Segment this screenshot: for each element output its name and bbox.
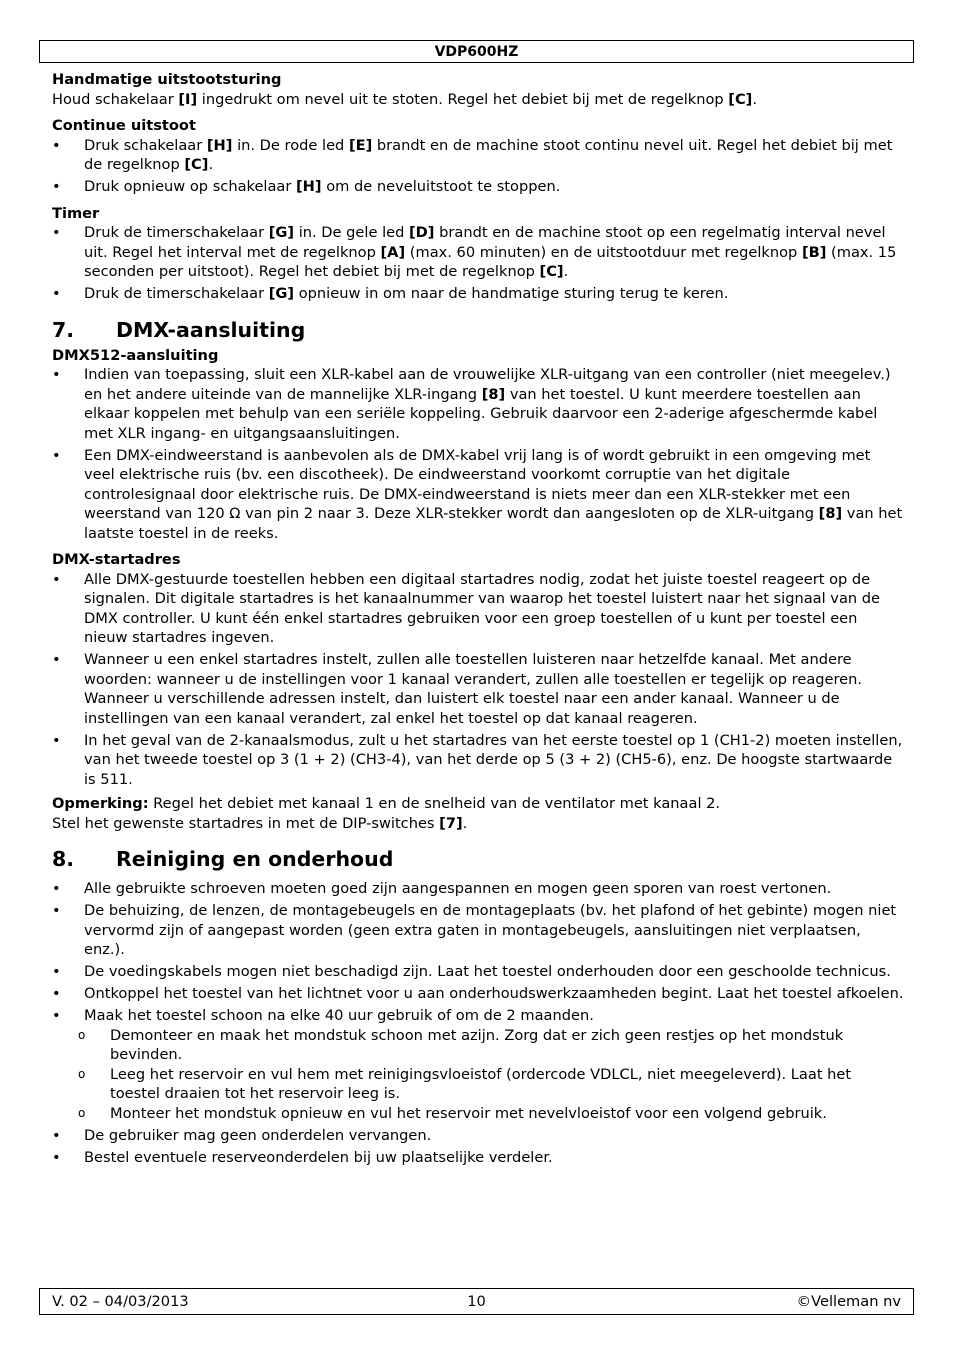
timer-list bbox=[52, 223, 904, 304]
list-item-text: Indien van toepassing, sluit een XLR-kabel aan de vrouwelijke XLR-uitgang van een controller (niet meegelev.) en het andere uiteinde van de mannelijke XLR-ingang [8] van het toestel. U kunt meerdere toestellen aan elkaar koppelen met behulp van een seriële koppeling. Gebruik daarvoor een 2-aderige afgeschermde kabel met XLR ingang- en uitgangsaansluitingen. bbox=[84, 366, 891, 442]
sub-list-item: o Monteer het mondstuk opnieuw en vul het reservoir met nevelvloeistof voor een volgend gebruik. bbox=[78, 1104, 827, 1122]
section-8-title: Reiniging en onderhoud bbox=[116, 847, 394, 871]
list-item-text: In het geval van de 2-kanaalsmodus, zult u het startadres van het eerste toestel op 1 (CH1-2) moeten instellen, van het tweede toestel op 3 (1 + 2) (CH3-4), van het derde op 5 (3 + 2) (CH5-6), enz. De hoogste startwaarde is 511. bbox=[84, 731, 903, 788]
version-date: V. 02 – 04/03/2013 bbox=[52, 1293, 189, 1310]
manual-text: Houd schakelaar [I] ingedrukt om nevel uit te stoten. Regel het debiet bij met de regelknop [C]. bbox=[52, 90, 757, 108]
list-item-text: Een DMX-eindweerstand is aanbevolen als de DMX-kabel vrij lang is of wordt gebruikt in een omgeving met veel elektrische ruis (bv. een discotheek). De eindweerstand voorkomt corruptie van het digitale controlesignaal door elektrische ruis. De DMX-eindweerstand is niets meer dan een XLR-stekker met een weerstand van 120 Ω van pin 2 naar 3. Deze XLR-stekker wordt dan aangesloten op de XLR-uitgang [8] van het laatste toestel in de reeks. bbox=[84, 446, 903, 542]
list-item bbox=[52, 284, 904, 304]
list-item: • De voedingskabels mogen niet beschadigd zijn. Laat het toestel onderhouden door een geschoolde technicus. bbox=[52, 963, 891, 980]
maintenance-list bbox=[52, 879, 904, 1167]
bullet-icon: • bbox=[52, 224, 61, 241]
section-7-number: 7. bbox=[52, 317, 75, 342]
section-7-title: DMX-aansluiting bbox=[116, 317, 306, 342]
bullet-icon: • bbox=[52, 178, 61, 195]
copyright: ©Velleman nv bbox=[796, 1293, 901, 1310]
bullet-icon: • bbox=[52, 366, 61, 383]
list-item-text: Druk de timerschakelaar [G] in. De gele led [D] brandt en de machine stoot op een regelmatig interval nevel uit. Regel het interval met de regelknop [A] (max. 60 minuten) en de uitstootduur met regelknop [B] (max. 15 seconden per uitstoot). Regel het debiet bij met de regelknop [C]. bbox=[84, 224, 897, 280]
section-8-number: 8. bbox=[52, 847, 75, 871]
sub-list-item: o Demonteer en maak het mondstuk schoon met azijn. Zorg dat er zich geen restjes op het mondstuk bevinden. bbox=[78, 1026, 844, 1063]
list-item: • Maak het toestel schoon na elke 40 uur gebruik of om de 2 maanden. o Demonteer en maak het mondstuk schoon met azijn. Zorg dat er zich geen restjes op het mondstuk bevinden. o Leeg het reservoir en vul hem met reinigingsvloeistof (ordercode VDLCL, niet meegeleverd). Laat het toestel draaien tot het reservoir leeg is. o Monteer het mondstuk opnieuw en vul het reservoir met nevelvloeistof voor een volgend gebruik. bbox=[52, 1006, 904, 1123]
page-header bbox=[39, 40, 914, 63]
page-content bbox=[52, 70, 904, 1167]
list-item: • De gebruiker mag geen onderdelen vervangen. bbox=[52, 1126, 432, 1144]
list-item: • De behuizing, de lenzen, de montagebeugels en de montageplaats (bv. het plafond of het gebinte) mogen niet vervormd zijn of aangepast worden (geen extra gaten in montagebeugels, aansluitingen niet verplaatsen, enz.). bbox=[52, 902, 897, 958]
bullet-icon: • bbox=[52, 731, 61, 749]
continuous-heading: Continue uitstoot bbox=[52, 117, 196, 134]
list-item bbox=[52, 446, 904, 544]
bullet-icon: • bbox=[52, 570, 61, 588]
list-item-text: Druk schakelaar [H] in. De rode led [E] brandt en de machine stoot continu nevel uit. Regel het debiet bij met de regelknop [C]. bbox=[84, 136, 893, 173]
list-item bbox=[52, 731, 904, 790]
list-item: • Ontkoppel het toestel van het lichtnet voor u aan onderhoudswerkzaamheden begint. Laat het toestel afkoelen. bbox=[52, 985, 904, 1002]
sub-list-item: o Leeg het reservoir en vul hem met reinigingsvloeistof (ordercode VDLCL, niet meegeleverd). Laat het toestel draaien tot het reservoir leeg is. bbox=[78, 1065, 852, 1102]
dmx512-heading: DMX512-aansluiting bbox=[52, 346, 219, 364]
section-8-heading bbox=[52, 847, 904, 871]
section-7-heading bbox=[52, 318, 904, 342]
list-item-text: Alle DMX-gestuurde toestellen hebben een digitaal startadres nodig, zodat het juiste toestel reageert op de signalen. Dit digitale startadres is het kanaalnummer van waarop het toestel luistert naar het signaal van de DMX controller. U kunt één enkel startadres gebruiken voor een groep toestellen of u kunt per toestel een nieuw startadres ingeven. bbox=[84, 570, 881, 646]
bullet-icon: • bbox=[52, 446, 61, 464]
bullet-icon: • bbox=[52, 285, 61, 302]
bullet-icon: • bbox=[52, 651, 61, 668]
page-footer bbox=[39, 1288, 914, 1315]
timer-heading: Timer bbox=[52, 204, 100, 222]
startaddress-heading: DMX-startadres bbox=[52, 551, 181, 568]
list-item-text: Druk de timerschakelaar [G] opnieuw in om naar de handmatige sturing terug te keren. bbox=[84, 285, 729, 302]
note-line-2: Stel het gewenste startadres in met de DIP-switches [7]. bbox=[52, 814, 468, 832]
dmx512-list bbox=[52, 365, 904, 543]
manual-heading: Handmatige uitstootsturing bbox=[52, 71, 282, 88]
list-item bbox=[52, 365, 904, 443]
continuous-list bbox=[52, 136, 904, 197]
list-item bbox=[52, 223, 904, 282]
list-item: • Bestel eventuele reserveonderdelen bij uw plaatselijke verdeler. bbox=[52, 1148, 553, 1166]
model-name: VDP600HZ bbox=[434, 44, 519, 60]
cleaning-steps bbox=[78, 1026, 904, 1124]
note-line-1: Opmerking: Regel het debiet met kanaal 1 en de snelheid van de ventilator met kanaal 2. bbox=[52, 795, 721, 812]
list-item: • Alle gebruikte schroeven moeten goed zijn aangespannen en mogen geen sporen van roest vertonen. bbox=[52, 880, 832, 897]
list-item-text: Druk opnieuw op schakelaar [H] om de neveluitstoot te stoppen. bbox=[84, 178, 561, 195]
bullet-icon: • bbox=[52, 136, 61, 154]
list-item bbox=[52, 136, 904, 175]
list-item bbox=[52, 650, 904, 728]
list-item bbox=[52, 177, 904, 197]
list-item-text: Wanneer u een enkel startadres instelt, zullen alle toestellen luisteren naar hetzelfde kanaal. Met andere woorden: wanneer u de instellingen voor 1 kanaal verandert, zullen alle toestellen er tegelijk op reageren. Wanneer u verschillende adressen instelt, dan luistert elk toestel naar een ander kanaal. Wanneer u de instellingen van een kanaal verandert, zal enkel het toestel op dat kanaal reageren. bbox=[84, 651, 863, 727]
list-item bbox=[52, 570, 904, 648]
startaddress-list bbox=[52, 570, 904, 790]
page-number: 10 bbox=[467, 1293, 486, 1310]
